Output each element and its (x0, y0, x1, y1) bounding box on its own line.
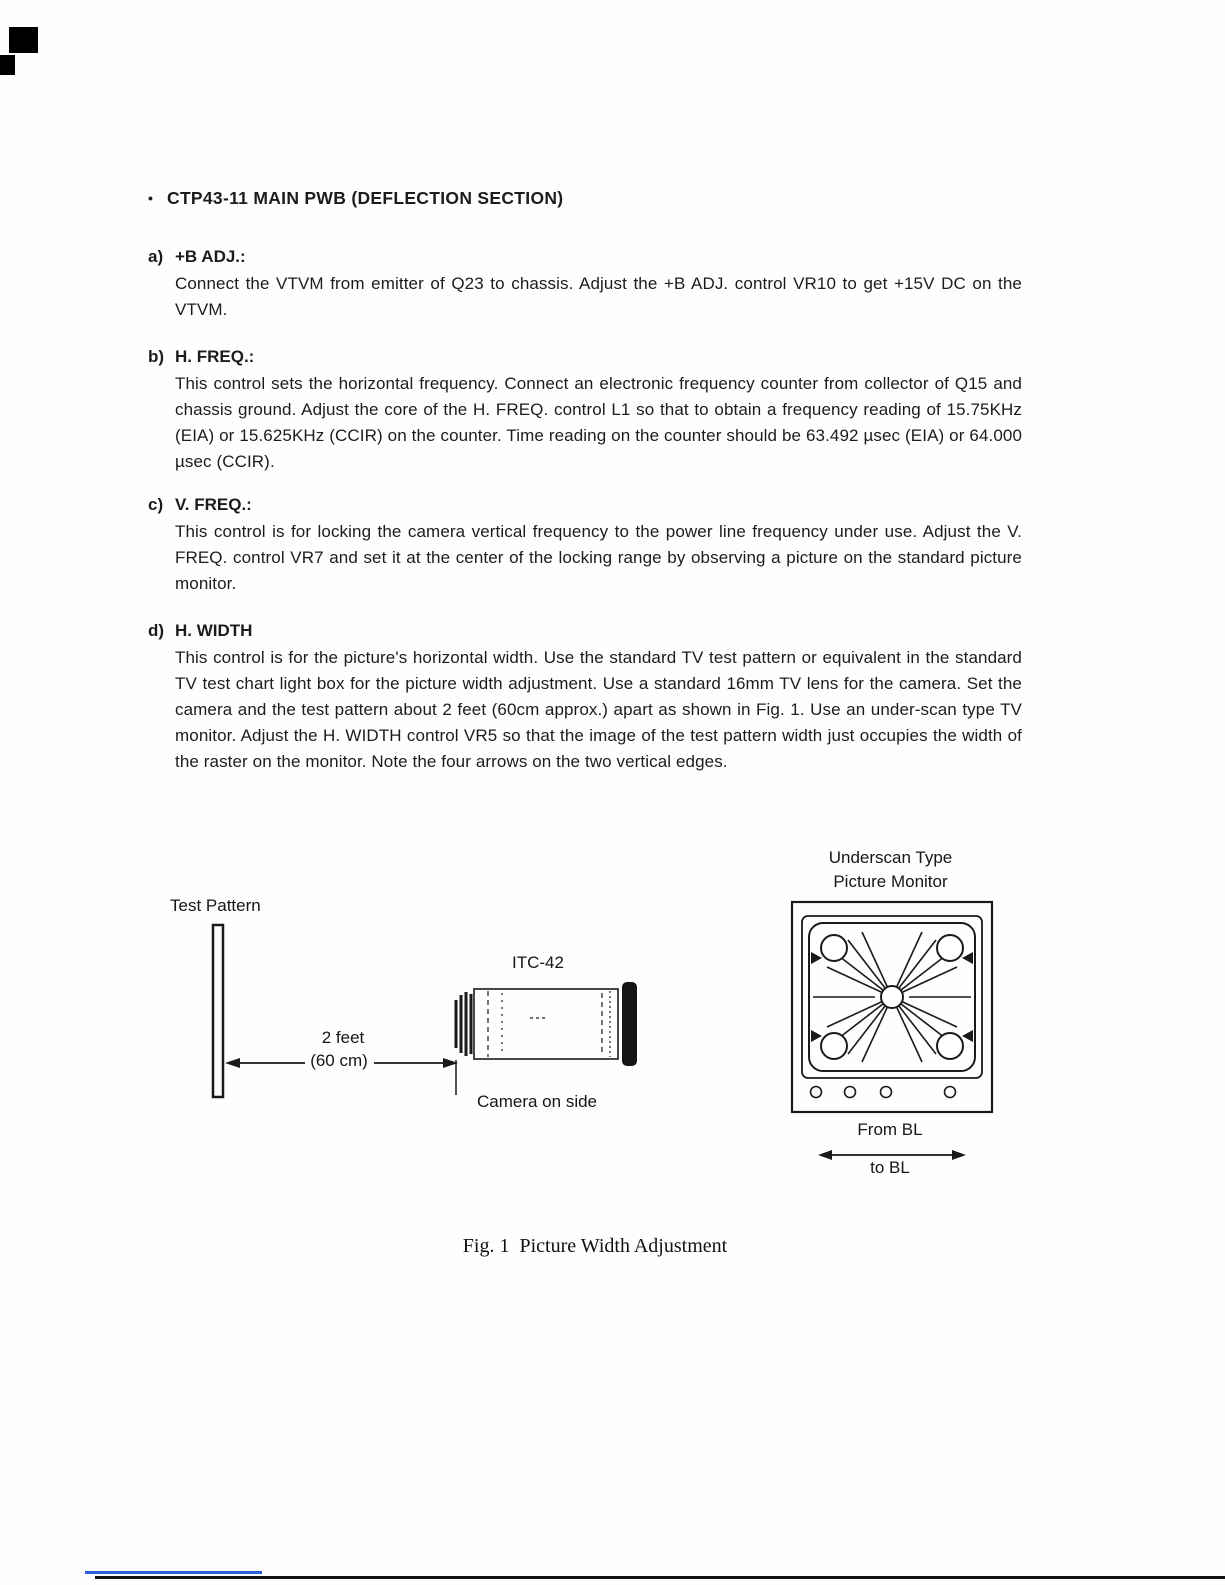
section-body: Connect the VTVM from emitter of Q23 to chassis. Adjust the +B ADJ. control VR10 to get +15V DC on the VTVM. (175, 274, 1022, 319)
scan-artifact-top-left-2 (0, 55, 15, 75)
camera-side-label: Camera on side (477, 1092, 598, 1111)
section-h-freq (148, 347, 1022, 475)
section-title-row (148, 247, 1022, 267)
figure-caption: Fig. 1 Picture Width Adjustment (462, 1235, 728, 1257)
text-column (148, 188, 1022, 775)
from-bl-label: From BL (857, 1120, 923, 1139)
bullet-icon: • (148, 190, 154, 206)
section-title: +B ADJ.: (175, 247, 246, 266)
distance-feet-label: 2 feet (321, 1028, 365, 1047)
section-title: H. FREQ.: (175, 347, 255, 366)
test-pattern-label: Test Pattern (170, 896, 261, 915)
to-bl-label: to BL (870, 1158, 910, 1177)
distance-arrow (225, 1058, 458, 1068)
section-title-row (148, 495, 1022, 515)
test-pattern-drawing (213, 925, 223, 1097)
section-label: d) (148, 621, 165, 640)
scan-artifact-top-left-1 (9, 27, 38, 53)
section-body: This control sets the horizontal frequency. Connect an electronic frequency counter from collector of Q15 and chassis ground. Adjust the core of the H. FREQ. control L1 so that to obtain a frequency reading of 15.75KHz (EIA) or 15.625KHz (CCIR) on the counter. Time reading on the counter should be 63.492 µsec (EIA) or 64.000 µsec (CCIR). (175, 374, 1022, 471)
section-title-row (148, 347, 1022, 367)
section-h-width (148, 621, 1022, 775)
figure-drawing (150, 890, 1010, 1210)
section-title: H. WIDTH (175, 621, 253, 640)
section-body: This control is for the picture's horizontal width. Use the standard TV test pattern or equivalent in the standard TV test chart light box for the picture width adjustment. Use a standard 16mm TV lens for the camera. Set the camera and the test pattern about 2 feet (60cm approx.) apart as shown in Fig. 1. Use an under-scan type TV monitor. Adjust the H. WIDTH control VR5 so that the image of the test pattern width just occupies the width of the raster on the monitor. Note the four arrows on the two vertical edges. (175, 648, 1022, 771)
page-heading (148, 188, 1022, 209)
monitor-drawing (792, 902, 992, 1112)
scan-artifact-blue-line (85, 1571, 262, 1574)
monitor-label-line1: Underscan Type (828, 848, 953, 867)
section-title-row (148, 621, 1022, 641)
heading-text: CTP43-11 MAIN PWB (DEFLECTION SECTION) (167, 188, 564, 208)
section-b-adj (148, 247, 1022, 323)
section-body: This control is for locking the camera vertical frequency to the power line frequency under use. Adjust the V. FREQ. control VR7 and set it at the center of the locking range by observing a picture on the standard picture monitor. (175, 522, 1022, 593)
distance-cm-label: (60 cm) (310, 1051, 368, 1070)
camera-model-label: ITC-42 (512, 953, 564, 972)
camera-drawing (456, 982, 637, 1095)
section-title: V. FREQ.: (175, 495, 252, 514)
section-v-freq (148, 495, 1022, 597)
monitor-label (788, 846, 993, 894)
section-label: c) (148, 495, 164, 514)
bl-arrow (818, 1150, 966, 1160)
section-label: a) (148, 247, 164, 266)
section-label: b) (148, 347, 165, 366)
scan-artifact-bottom-line (95, 1576, 1225, 1579)
monitor-label-line2: Picture Monitor (833, 872, 948, 891)
